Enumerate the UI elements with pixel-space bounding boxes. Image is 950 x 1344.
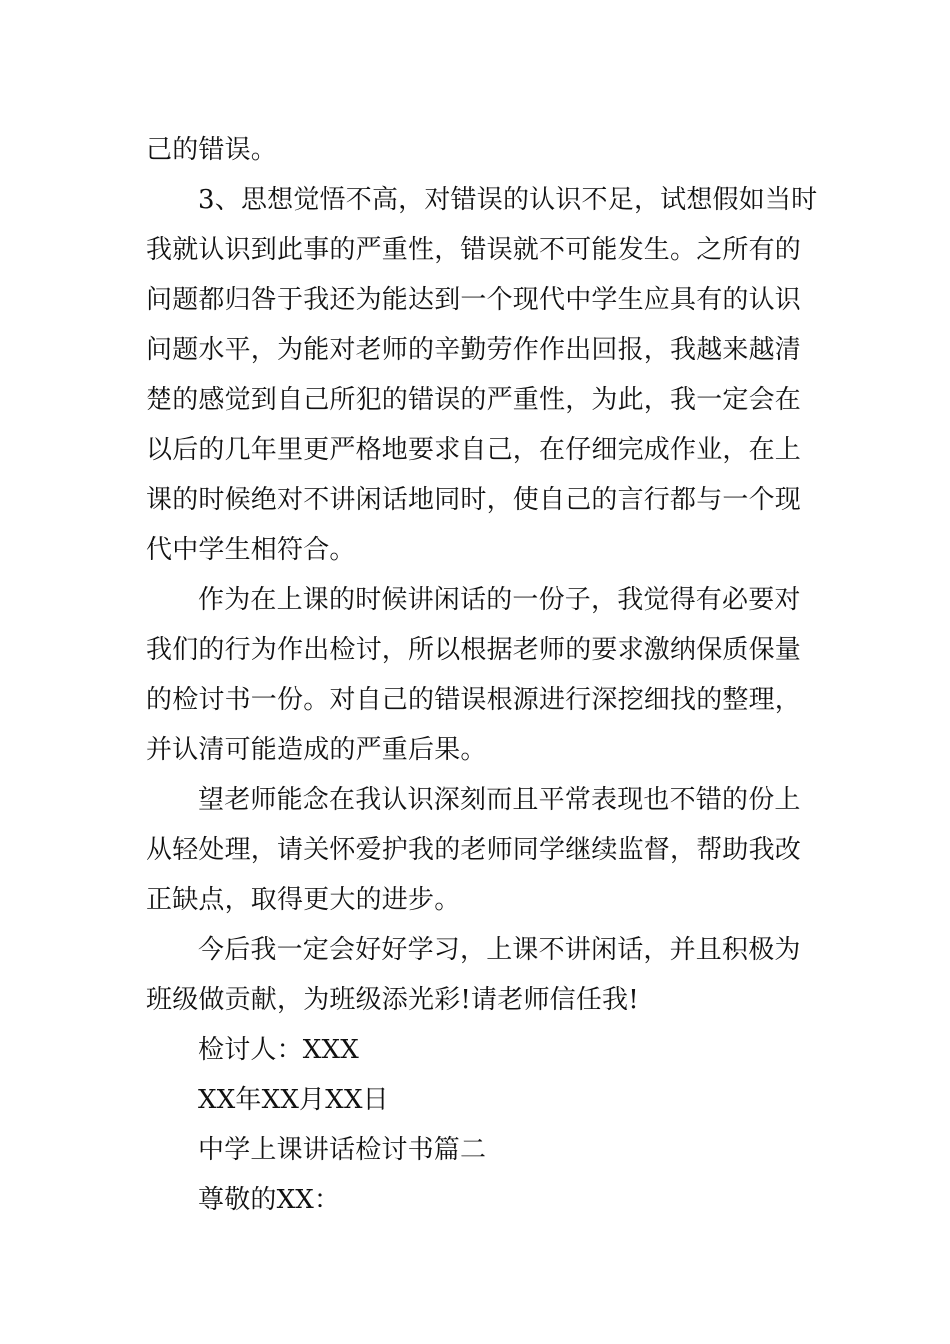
text-line: 以后的几年里更严格地要求自己，在仔细完成作业，在上	[146, 435, 802, 465]
text-line: 我们的行为作出检讨，所以根据老师的要求激纳保质保量	[146, 635, 802, 665]
section-title: 中学上课讲话检讨书篇二	[198, 1135, 487, 1165]
paragraph-start-line: 作为在上课的时候讲闲话的一份子，我觉得有必要对	[198, 585, 801, 615]
text-line: 正缺点，取得更大的进步。	[146, 885, 461, 915]
paragraph-start-line: 3、思想觉悟不高，对错误的认识不足，试想假如当时	[198, 185, 818, 215]
text-line: 并认清可能造成的严重后果。	[146, 735, 487, 765]
paragraph-start-line: 望老师能念在我认识深刻而且平常表现也不错的份上	[198, 785, 801, 815]
text-line: 课的时候绝对不讲闲话地同时，使自己的言行都与一个现	[146, 485, 802, 515]
date-line: XX年XX月XX日	[198, 1085, 389, 1115]
text-line: 楚的感觉到自己所犯的错误的严重性，为此，我一定会在	[146, 385, 802, 415]
signature-line: 检讨人：XXX	[198, 1035, 359, 1065]
paragraph-start-line: 今后我一定会好好学习，上课不讲闲话，并且积极为	[198, 935, 801, 965]
text-line: 己的错误。	[146, 135, 278, 165]
salutation-line: 尊敬的XX：	[198, 1185, 341, 1215]
text-line: 问题都归咎于我还为能达到一个现代中学生应具有的认识	[146, 285, 802, 315]
text-line: 问题水平，为能对老师的辛勤劳作作出回报，我越来越清	[146, 335, 802, 365]
text-line: 我就认识到此事的严重性，错误就不可能发生。之所有的	[146, 235, 802, 265]
text-line: 从轻处理，请关怀爱护我的老师同学继续监督，帮助我改	[146, 835, 802, 865]
text-line: 代中学生相符合。	[146, 535, 356, 565]
text-line: 班级做贡献，为班级添光彩!请老师信任我!	[146, 985, 639, 1015]
text-line: 的检讨书一份。对自己的错误根源进行深挖细找的整理，	[146, 685, 802, 715]
